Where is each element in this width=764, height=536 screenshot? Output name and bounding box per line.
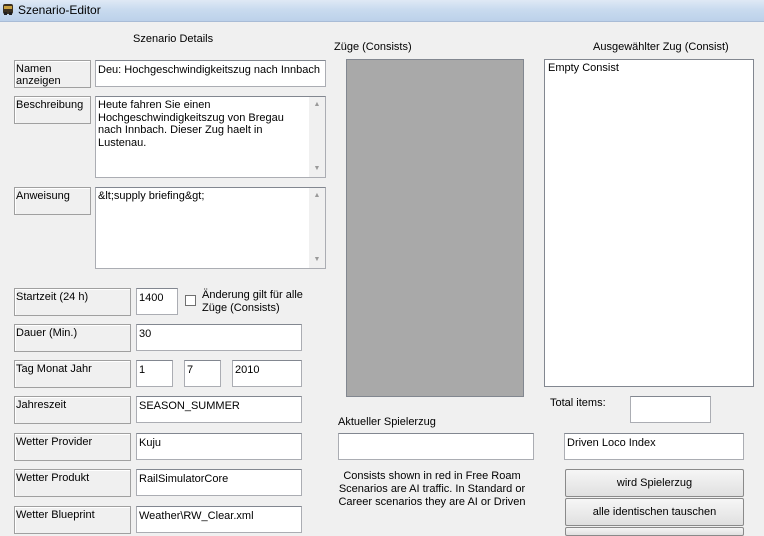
day-input[interactable]: 1 — [136, 360, 173, 387]
weather-provider-input[interactable]: Kuju — [136, 433, 302, 460]
instruction-text: &lt;supply briefing&gt; — [98, 190, 205, 202]
details-heading: Szenario Details — [133, 33, 214, 45]
title-bar — [0, 0, 764, 22]
selected-heading: Ausgewählter Zug (Consist) — [593, 41, 729, 53]
consists-heading: Züge (Consists) — [334, 41, 412, 53]
selected-consist-list[interactable] — [544, 59, 754, 387]
season-label: Jahreszeit — [14, 396, 131, 424]
duration-input[interactable]: 30 — [136, 324, 302, 351]
app-icon — [2, 2, 14, 16]
apply-all-label: Änderung gilt für alle Züge (Consists) — [202, 289, 303, 314]
apply-all-checkbox[interactable] — [185, 295, 196, 306]
description-label: Beschreibung — [14, 96, 91, 124]
weather-product-input[interactable]: RailSimulatorCore — [136, 469, 302, 496]
consists-list[interactable] — [346, 59, 524, 397]
weather-product-label: Wetter Produkt — [14, 469, 131, 497]
weather-provider-label: Wetter Provider — [14, 433, 131, 461]
description-text: Heute fahren Sie einen Hochgeschwindigkeitszug von Bregau nach Innbach. Dieser Zug haelt in Lustenau. — [98, 99, 284, 149]
total-items-label: Total items: — [550, 397, 606, 409]
total-items-input[interactable] — [630, 396, 711, 423]
name-input[interactable]: Deu: Hochgeschwindigkeitszug nach Innbach — [95, 60, 326, 87]
duration-label: Dauer (Min.) — [14, 324, 131, 352]
instruction-label: Anweisung — [14, 187, 91, 215]
driven-loco-index-input[interactable]: Driven Loco Index — [564, 433, 744, 460]
scroll-up-icon[interactable]: ▲ — [313, 101, 321, 108]
make-player-button[interactable]: wird Spielerzug — [565, 469, 744, 497]
list-item[interactable]: Empty Consist — [548, 62, 619, 74]
date-label: Tag Monat Jahr — [14, 360, 131, 388]
description-textarea[interactable] — [95, 96, 326, 178]
current-player-label: Aktueller Spielerzug — [338, 416, 436, 428]
year-input[interactable]: 2010 — [232, 360, 302, 387]
description-scrollbar[interactable] — [309, 97, 325, 177]
weather-blueprint-input[interactable]: Weather\RW_Clear.xml — [136, 506, 302, 533]
scroll-down-icon[interactable]: ▼ — [313, 165, 321, 172]
scroll-up-icon[interactable]: ▲ — [313, 192, 321, 199]
scroll-down-icon[interactable]: ▼ — [313, 256, 321, 263]
season-input[interactable]: SEASON_SUMMER — [136, 396, 302, 423]
instruction-scrollbar[interactable] — [309, 188, 325, 268]
instruction-textarea[interactable] — [95, 187, 326, 269]
name-label: Namen anzeigen — [14, 60, 91, 88]
start-time-label: Startzeit (24 h) — [14, 288, 131, 316]
swap-identical-button[interactable]: alle identischen tauschen — [565, 498, 744, 526]
partial-button[interactable] — [565, 527, 744, 536]
consists-note: Consists shown in red in Free Roam Scenarios are AI traffic. In Standard or Career scenarios they are AI or Driven — [338, 470, 526, 508]
current-player-input[interactable] — [338, 433, 534, 460]
month-input[interactable]: 7 — [184, 360, 221, 387]
weather-blueprint-label: Wetter Blueprint — [14, 506, 131, 534]
window-title: Szenario-Editor — [18, 3, 101, 17]
start-time-input[interactable]: 1400 — [136, 288, 178, 315]
